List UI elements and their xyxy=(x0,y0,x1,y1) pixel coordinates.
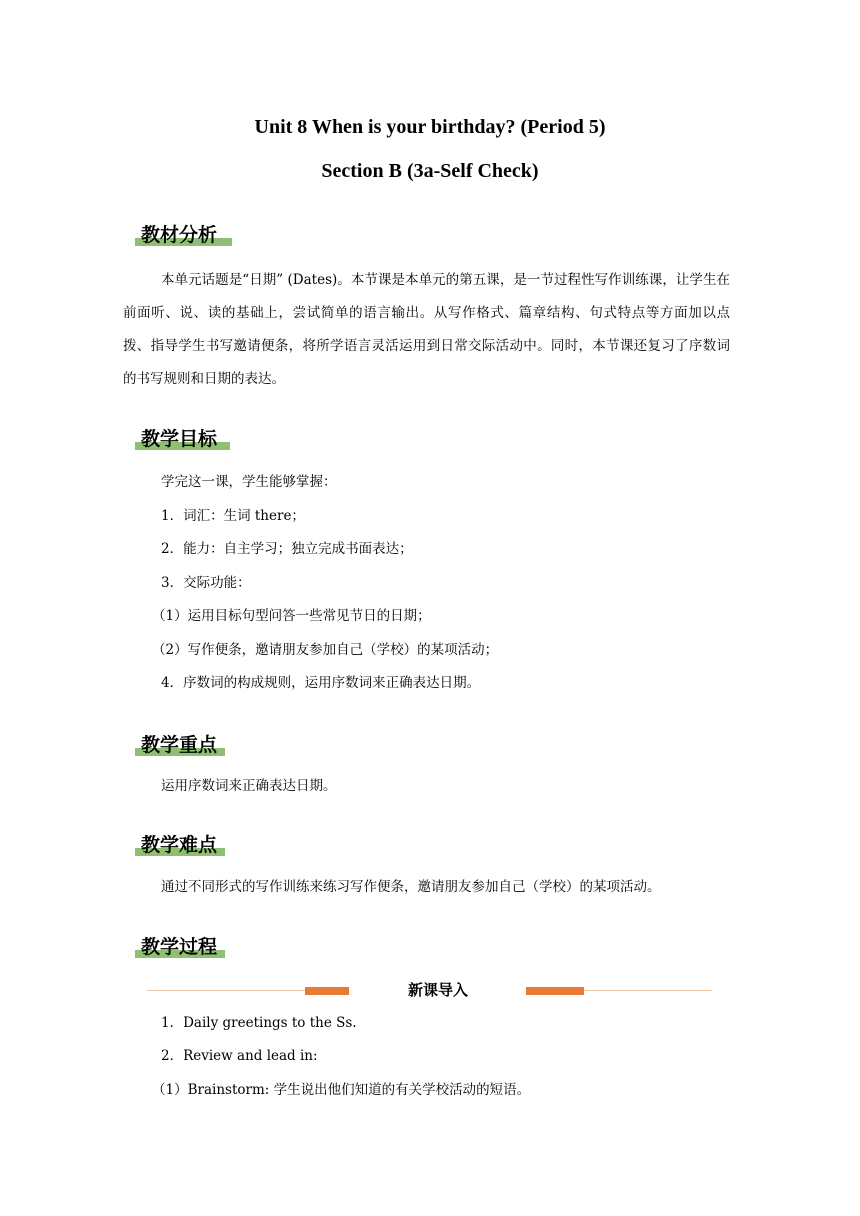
document-subtitle: Section B (3a-Self Check) xyxy=(321,160,539,182)
analysis-paragraph: 本单元话题是“日期” (Dates)。本节课是本单元的第五课，是一节过程性写作训练课，让学生在前面听、说、读的基础上，尝试简单的语言输出。从写作格式、篇章结构、句式特点等方面加以点拨、指导学生书写邀请便条，将所学语言灵活运用到日常交际活动中。同时，本节课还复习了序数词的书写规则和日期的表达。 xyxy=(123,272,730,387)
heading-text: 教学重点 xyxy=(141,734,218,756)
objective-item: 1．词汇：生词 there； xyxy=(161,508,305,524)
key-points-text: 运用序数词来正确表达日期。 xyxy=(161,778,337,794)
section-divider xyxy=(147,981,712,1000)
divider-line-right xyxy=(584,990,712,991)
process-item: （1）Brainstorm: 学生说出他们知道的有关学校活动的短语。 xyxy=(152,1082,531,1098)
divider-label: 新课导入 xyxy=(407,981,468,999)
divider-line-left xyxy=(147,990,305,991)
objective-item: （2）写作便条，邀请朋友参加自己（学校）的某项活动； xyxy=(152,642,499,658)
heading-text: 教材分析 xyxy=(141,224,218,246)
objective-item: 3．交际功能： xyxy=(161,575,251,591)
document-title: Unit 8 When is your birthday? (Period 5) xyxy=(254,116,606,138)
heading-text: 教学目标 xyxy=(141,428,218,450)
heading-text: 教学难点 xyxy=(141,834,218,856)
process-item: 2．Review and lead in: xyxy=(161,1048,318,1064)
objective-item: 2．能力：自主学习；独立完成书面表达； xyxy=(161,541,413,557)
process-item: 1．Daily greetings to the Ss. xyxy=(161,1015,357,1031)
divider-accent-left xyxy=(305,987,349,995)
divider-accent-right xyxy=(526,987,584,995)
difficulties-text: 通过不同形式的写作训练来练习写作便条，邀请朋友参加自己（学校）的某项活动。 xyxy=(161,879,661,895)
objective-item: 4．序数词的构成规则，运用序数词来正确表达日期。 xyxy=(161,675,481,691)
objectives-intro: 学完这一课，学生能够掌握： xyxy=(161,474,337,490)
objective-item: （1）运用目标句型问答一些常见节日的日期； xyxy=(152,608,431,624)
heading-text: 教学过程 xyxy=(141,936,218,958)
